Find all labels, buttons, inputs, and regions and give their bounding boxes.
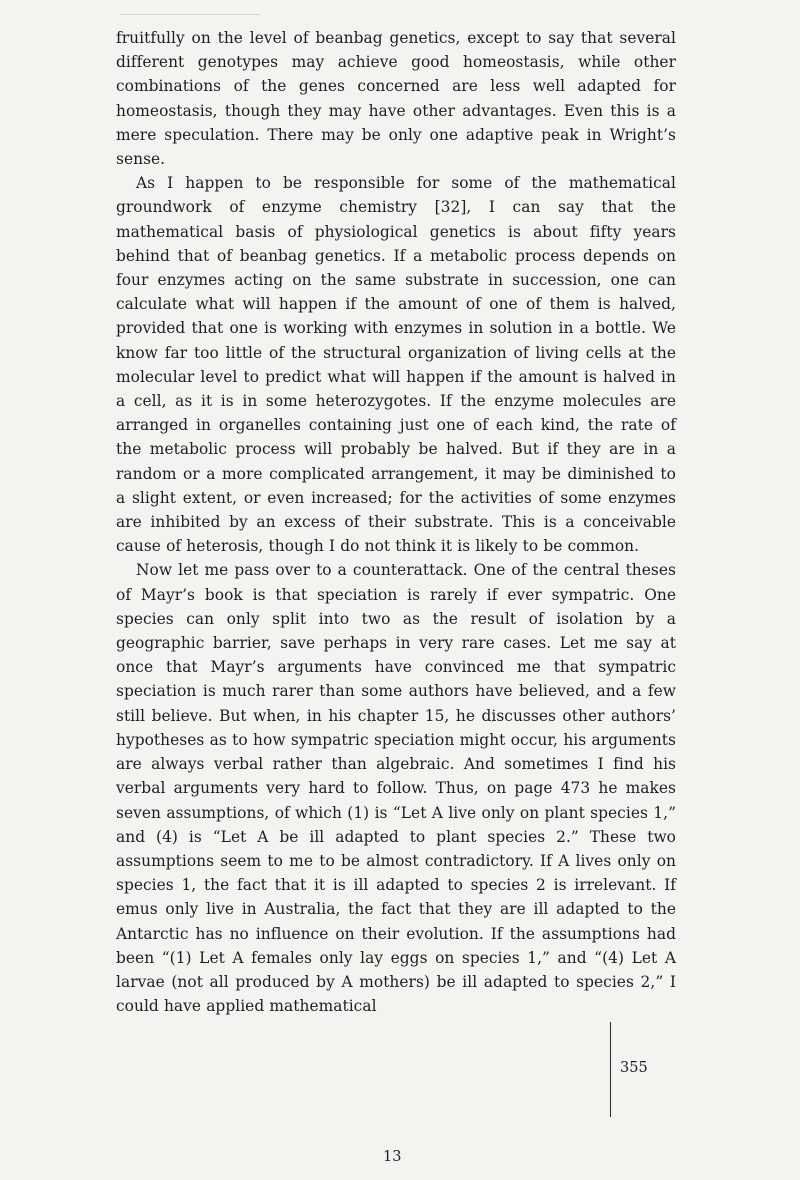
paragraph-2: As I happen to be responsible for some of the mathematical groundwork of enzyme chemistry [32], I can say that the mathematical basis of physiological genetics is about fifty years behind that of beanbag genetics. If a metabolic process depends on four enzymes acting on the same substrate in succession, one can calculate what will happen if the amount of one of them is halved, provided that one is working with enzymes in solution in a bottle. We know far too little of the structural organization of living cells at the molecular level to predict what will happen if the amount is halved in a cell, as it is in some heterozygotes. If the enzyme molecules are arranged in organelles containing just one of each kind, the rate of the metabolic process will probably be halved. But if they are in a random or a more complicated arrangement, it may be diminished to a slight extent, or even increased; for the activities of some enzymes are inhibited by an excess of their substrate. This is a conceivable cause of heterosis, though I do not think it is likely to be common. [116,174,676,556]
paragraph-3: Now let me pass over to a counterattack. One of the central theses of Mayr’s book is that speciation is rarely if ever sympatric. One species can only split into two as the result of isolation by a geographic barrier, save perhaps in very rare cases. Let me say at once that Mayr’s arguments have convinced me that sympatric speciation is much rarer than some authors have believed, and a few still believe. But when, in his chapter 15, he discusses other authors’ hypotheses as to how sympatric speciation might occur, his arguments are always verbal rather than algebraic. And sometimes I find his verbal arguments very hard to follow. Thus, on page 473 he makes seven assumptions, of which (1) is “Let A live only on plant species 1,” and (4) is “Let A be ill adapted to plant species 2.” These two assumptions seem to me to be almost contradictory. If A lives only on species 1, the fact that it is ill adapted to species 2 is irrelevant. If emus only live in Australia, the fact that they are ill adapted to the Antarctic has no influence on their evolution. If the assumptions had been “(1) Let A females only lay eggs on species 1,” and “(4) Let A larvae (not all produced by A mothers) be ill adapted to species 2,” I could have applied mathematical [116,561,676,1016]
page-number-rule [610,1022,611,1117]
page-number: 355 [620,1060,648,1076]
page-body [116,26,676,1018]
paragraph-1: fruitfully on the level of beanbag genetics, except to say that several different genotypes may achieve good homeostasis, while other combinations of the genes concerned are less well adapted for homeostasis, though they may have other advantages. Even this is a mere speculation. There may be only one adaptive peak in Wright’s sense. [116,29,676,169]
signature-mark: 13 [383,1149,402,1165]
top-rule [120,14,260,15]
